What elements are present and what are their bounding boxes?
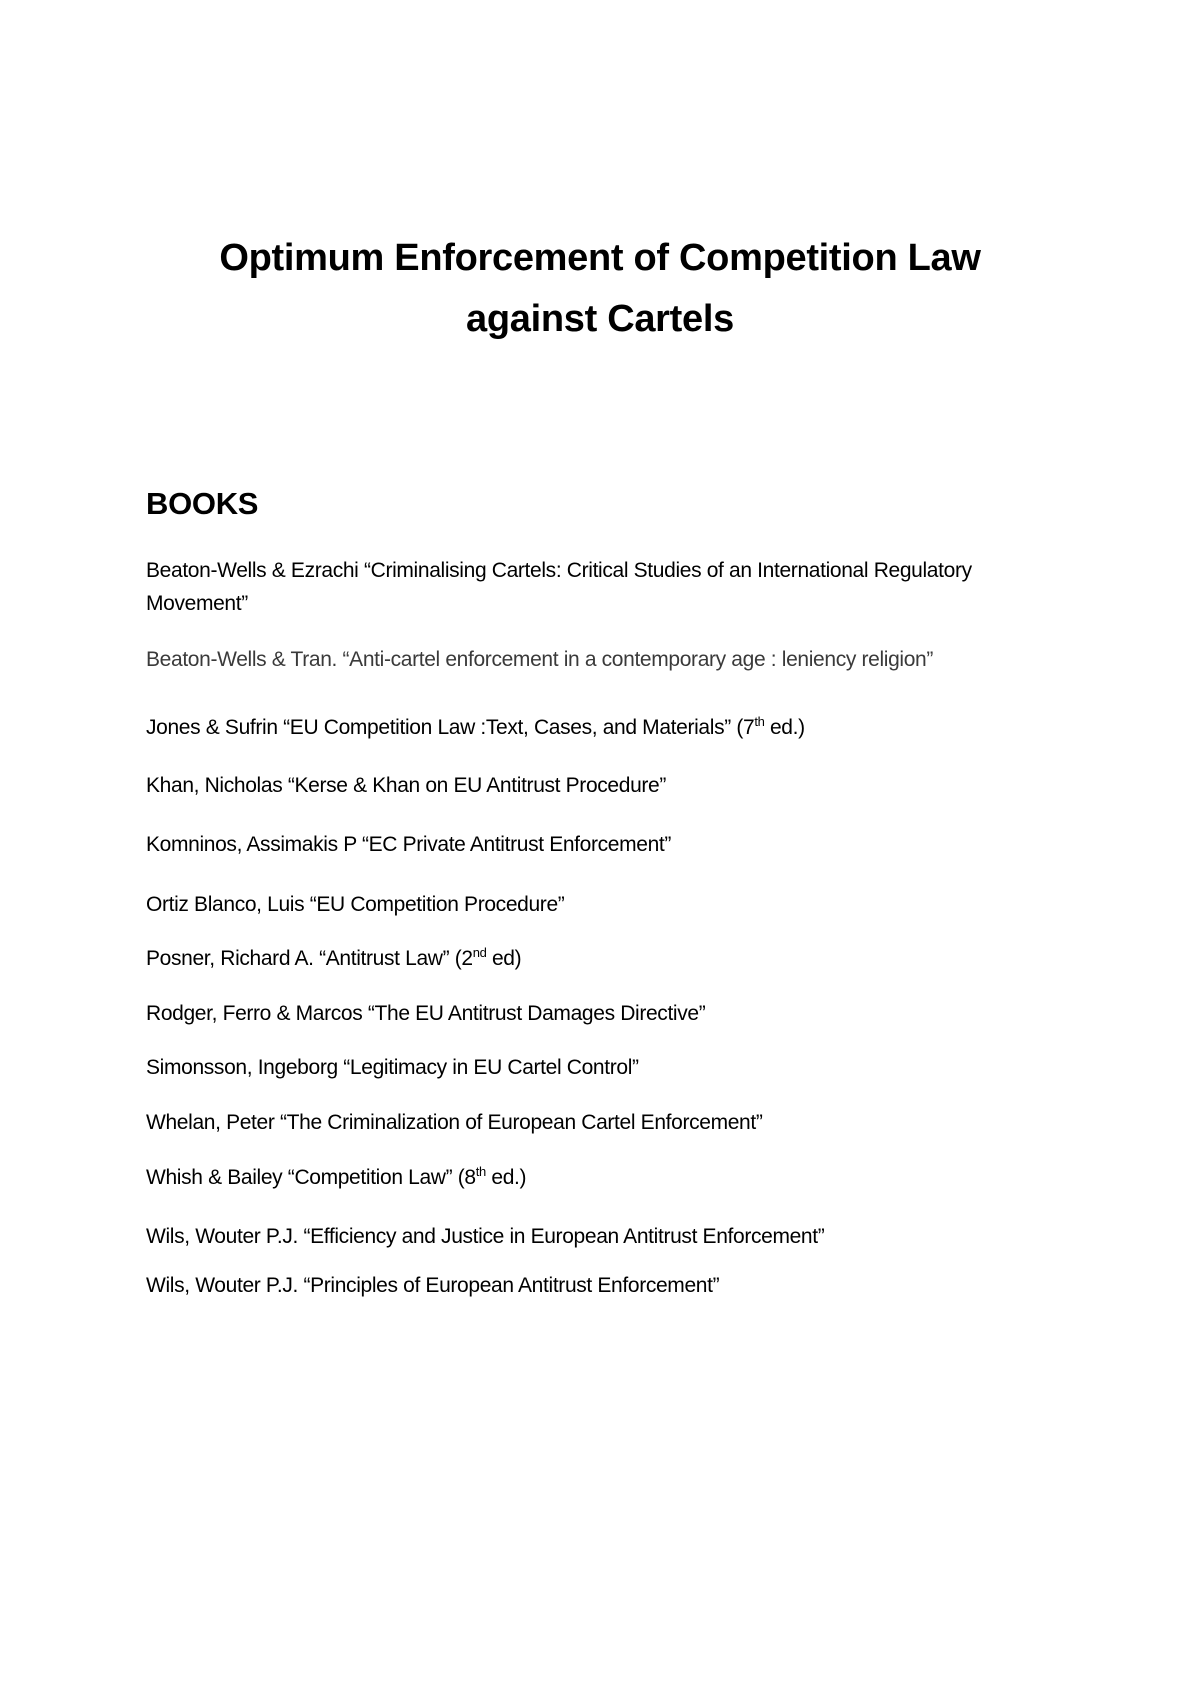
reference-text: Beaton-Wells & Ezrachi “Criminalising Cartels: Critical Studies of an International Regulatory Movement” — [146, 559, 972, 615]
reference-superscript: nd — [472, 945, 487, 960]
reference-item — [146, 997, 1066, 1030]
reference-superscript: th — [754, 714, 765, 729]
reference-item — [146, 711, 1066, 744]
reference-item — [146, 1051, 1066, 1084]
document-title — [0, 228, 1200, 350]
reference-text-end: ed.) — [764, 716, 805, 739]
reference-text-end: ed) — [486, 947, 522, 970]
reference-text: Whelan, Peter “The Criminalization of European Cartel Enforcement” — [146, 1111, 763, 1134]
reference-item — [146, 1161, 1066, 1194]
title-line-1: Optimum Enforcement of Competition Law — [219, 237, 981, 279]
reference-text-end: ed.) — [485, 1166, 527, 1189]
reference-superscript: th — [475, 1164, 486, 1179]
reference-item — [146, 554, 1066, 620]
reference-text: Whish & Bailey “Competition Law” (8 — [146, 1166, 476, 1189]
reference-item — [146, 1220, 1066, 1253]
reference-text: Simonsson, Ingeborg “Legitimacy in EU Cartel Control” — [146, 1056, 639, 1079]
reference-text: Posner, Richard A. “Antitrust Law” (2 — [146, 947, 473, 970]
reference-text: Khan, Nicholas “Kerse & Khan on EU Antitrust Procedure” — [146, 774, 667, 797]
reference-item — [146, 888, 1066, 921]
reference-item — [146, 643, 1066, 676]
title-line-2: against Cartels — [466, 298, 734, 340]
section-heading-books: BOOKS — [146, 486, 259, 521]
reference-item — [146, 1269, 1066, 1302]
reference-text: Ortiz Blanco, Luis “EU Competition Procedure” — [146, 893, 565, 916]
reference-text: Wils, Wouter P.J. “Efficiency and Justice in European Antitrust Enforcement” — [146, 1225, 825, 1248]
reference-item — [146, 942, 1066, 975]
reference-text: Jones & Sufrin “EU Competition Law :Text, Cases, and Materials” (7 — [146, 716, 755, 739]
reference-item — [146, 1106, 1066, 1139]
reference-item — [146, 769, 1066, 802]
reference-item — [146, 828, 1066, 861]
reference-text: Rodger, Ferro & Marcos “The EU Antitrust Damages Directive” — [146, 1002, 706, 1025]
reference-text: Beaton-Wells & Tran. “Anti-cartel enforcement in a contemporary age : leniency religion” — [146, 648, 934, 671]
reference-text: Wils, Wouter P.J. “Principles of European Antitrust Enforcement” — [146, 1274, 720, 1297]
reference-text: Komninos, Assimakis P “EC Private Antitrust Enforcement” — [146, 833, 672, 856]
